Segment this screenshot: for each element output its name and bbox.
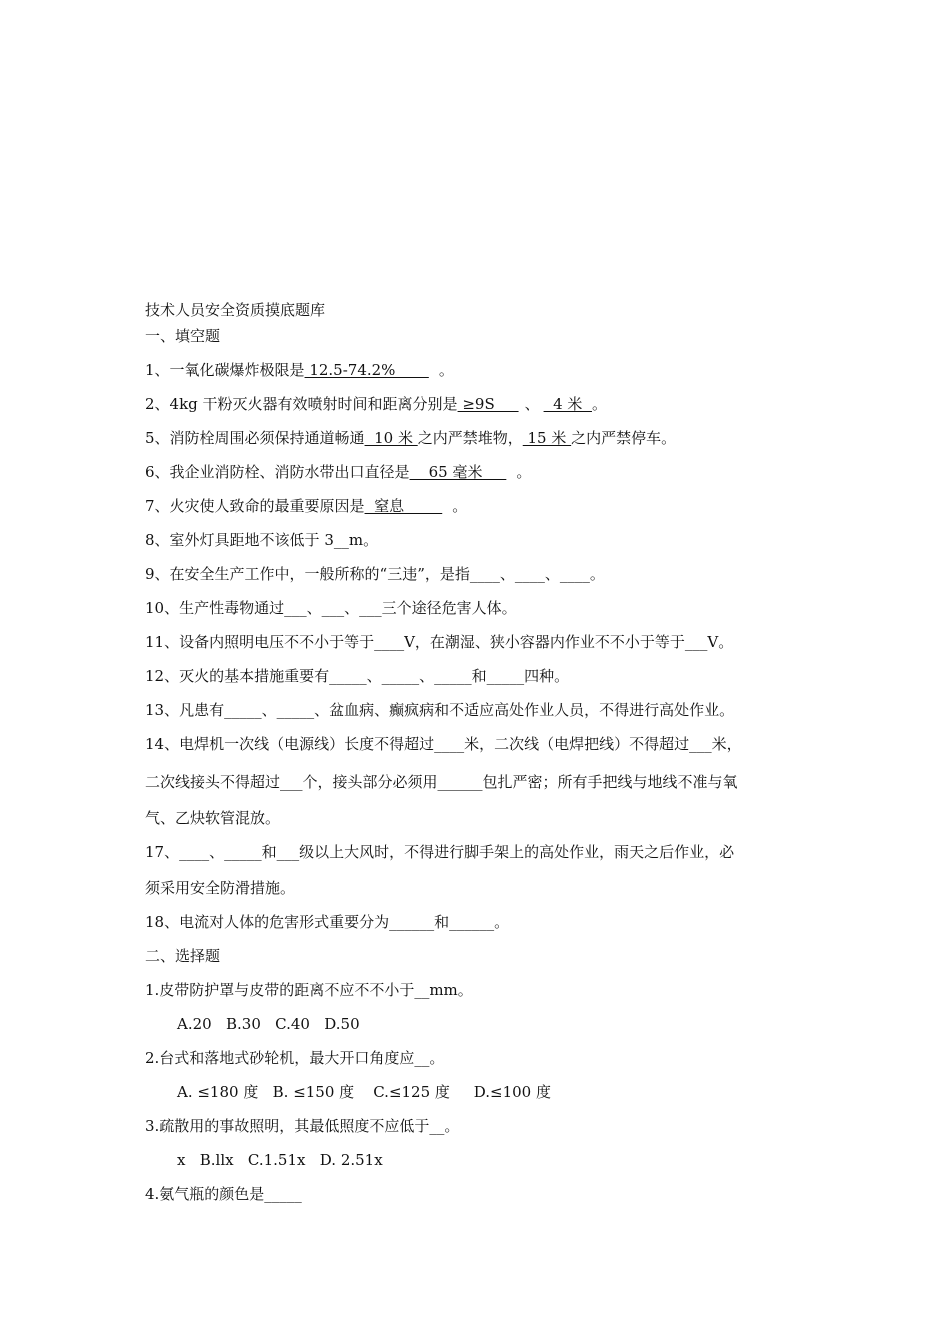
question-11: 11、设备内照明电压不不小于等于____V，在潮湿、狭小容器内作业不不小于等于___V。 — [145, 633, 734, 651]
question-text: 。 — [452, 497, 468, 515]
question-14-line-1: 14、电焊机一次线（电源线）长度不得超过____米，二次线（电焊把线）不得超过___米， — [145, 735, 742, 753]
question-7 — [145, 496, 467, 516]
choice-options-3: x B.llx C.1.51x D. 2.51x — [177, 1151, 383, 1169]
choice-question-4: 4.氨气瓶的颜色是_____ — [145, 1185, 302, 1203]
answer-text: 10 米 — [364, 429, 418, 447]
question-8: 8、室外灯具距地不该低于 3__m。 — [145, 531, 379, 549]
document-title: 技术人员安全资质摸底题库 — [145, 301, 326, 319]
question-14-line-2: 二次线接头不得超过___个，接头部分必须用______包扎严密；所有手把线与地线不准与氧 — [145, 773, 738, 791]
question-text: 。 — [591, 395, 607, 413]
question-18: 18、电流对人体的危害形式重要分为______和______。 — [145, 913, 510, 931]
question-13: 13、凡患有_____、_____、盆血病、癫疯病和不适应高处作业人员，不得进行高处作业。 — [145, 701, 735, 719]
answer-text: 4 米 — [543, 395, 592, 413]
question-14-line-3: 气、乙炔软管混放。 — [145, 809, 281, 827]
choice-options-2: A. ≤180 度 B. ≤150 度 C.≤125 度 D.≤100 度 — [177, 1083, 551, 1101]
question-2 — [145, 394, 607, 414]
question-text: 。 — [516, 463, 532, 481]
question-10: 10、生产性毒物通过___、___、___三个途径危害人体。 — [145, 599, 517, 617]
question-text: 5、消防栓周围必须保持通道畅通 — [145, 429, 365, 447]
choice-question-1: 1.皮带防护罩与皮带的距离不应不不小于__mm。 — [145, 981, 473, 999]
answer-text: 15 米 — [522, 429, 572, 447]
question-text: 7、火灾使人致命的最重要原因是 — [145, 497, 365, 515]
question-text: 之内严禁堆物， — [417, 429, 523, 447]
answer-text: 12.5-74.2% — [304, 361, 429, 379]
question-text: 之内严禁停车。 — [571, 429, 677, 447]
answer-text: 65 毫米 — [409, 463, 507, 481]
question-1 — [145, 360, 454, 380]
section-heading-multiple-choice: 二、选择题 — [145, 947, 221, 965]
question-9: 9、在安全生产工作中，一般所称的“三违”，是指____、____、____。 — [145, 565, 605, 583]
answer-text: 窒息 — [364, 497, 443, 515]
section-heading-fill-blank: 一、填空题 — [145, 327, 221, 345]
question-17-line-2: 须采用安全防滑措施。 — [145, 879, 296, 897]
choice-question-3: 3.疏散用的事故照明，其最低照度不应低于__。 — [145, 1117, 460, 1135]
question-text: 6、我企业消防栓、消防水带出口直径是 — [145, 463, 410, 481]
question-5 — [145, 428, 676, 448]
choice-options-1: A.20 B.30 C.40 D.50 — [177, 1015, 360, 1033]
question-text: 。 — [438, 361, 454, 379]
question-6 — [145, 462, 531, 482]
question-text: 1、一氧化碳爆炸极限是 — [145, 361, 305, 379]
choice-question-2: 2.台式和落地式砂轮机，最大开口角度应__。 — [145, 1049, 445, 1067]
question-text: 、 — [524, 395, 540, 413]
answer-text: ≥9S — [457, 395, 519, 413]
question-12: 12、灭火的基本措施重要有_____、_____、_____和_____四种。 — [145, 667, 570, 685]
question-17-line-1: 17、____、_____和___级以上大风时，不得进行脚手架上的高处作业，雨天之后作业，必 — [145, 843, 735, 861]
question-text: 2、4kg 干粉灭火器有效喷射时间和距离分别是 — [145, 395, 458, 413]
